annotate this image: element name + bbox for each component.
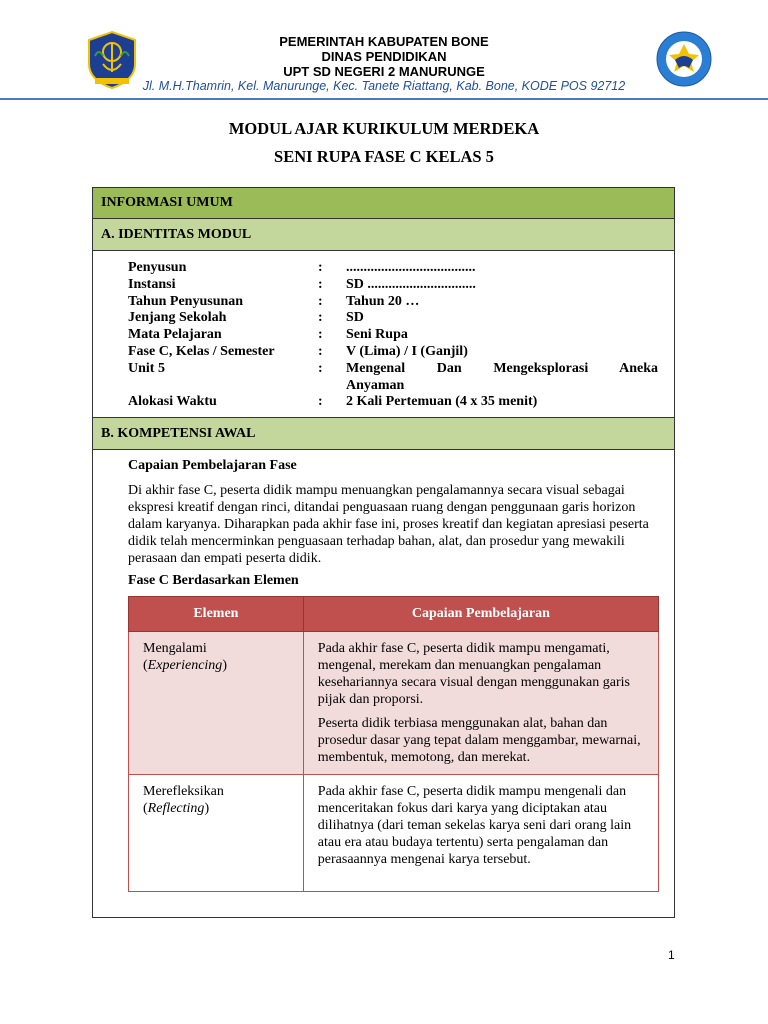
achievement-text: Peserta didik terbiasa menggunakan alat, bahan dan prosedur dasar yang tepat dalam menggambar, mewarnai, membentuk, memotong, dan merekat.	[317, 716, 641, 765]
element-cell	[129, 775, 304, 892]
elements-heading: Fase C Berdasarkan Elemen	[128, 573, 299, 588]
tut-wuri-handayani-logo-icon	[655, 30, 713, 88]
identity-row	[128, 361, 658, 378]
letterhead-text	[130, 34, 638, 94]
section-general-header: INFORMASI UMUM	[93, 188, 674, 219]
cp-paragraph: Di akhir fase C, peserta didik mampu menuangkan pengalamannya secara visual sebagai ekspresi kreatif dengan rinci, ditandai penguasaan ruang dengan penggunaan garis horizon dalam karyanya. Diharapkan pada akhir fase ini, proses kreatif dan kegiatan apresiasi peserta didik telah mencerminkan penguasaan terhadap bahan, alat, dan prosedur yang mewakili perasaan dan empati peserta didik.	[128, 483, 649, 566]
element-name: Mengalami	[143, 641, 207, 656]
element-name: Merefleksikan	[143, 784, 224, 799]
achievement-text: Pada akhir fase C, peserta didik mampu mengenali dan menceritakan fokus dari karya yang diciptakan atau dilihatnya (dari teman sekelas karya seni dari orang lain atau era atau budaya tertentu) serta pengalaman dan perasaannya mengenai karya tersebut.	[317, 784, 632, 867]
cp-heading: Capaian Pembelajaran Fase	[128, 458, 297, 473]
letterhead-rule	[0, 98, 768, 100]
identity-colon: :	[318, 293, 323, 309]
identity-value: Mengenal Dan Mengeksplorasi Aneka	[346, 360, 658, 376]
identity-colon: :	[318, 360, 323, 376]
module-info-frame	[92, 187, 675, 918]
identity-value: SD	[346, 310, 364, 326]
page-number: 1	[668, 948, 675, 962]
identity-key: Penyusun	[128, 260, 187, 275]
element-name-en: (Reflecting)	[143, 801, 210, 816]
identity-colon: :	[318, 310, 323, 326]
identity-list	[128, 260, 658, 411]
element-cell	[129, 632, 304, 775]
identity-row	[128, 294, 658, 311]
identity-colon: :	[318, 276, 323, 292]
identity-row	[128, 327, 658, 344]
achievement-cell	[303, 632, 658, 775]
identity-row	[128, 344, 658, 361]
module-title: MODUL AJAR KURIKULUM MERDEKA	[228, 119, 540, 138]
letterhead	[0, 28, 768, 98]
school-address: Jl. M.H.Thamrin, Kel. Manurunge, Kec. Tanete Riattang, Kab. Bone, KODE POS 92712	[142, 79, 626, 93]
identity-row	[128, 277, 658, 294]
identity-value: .....................................	[346, 260, 476, 275]
identity-value: V (Lima) / I (Ganjil)	[346, 343, 468, 359]
school-name: UPT SD NEGERI 2 MANURUNGE	[283, 64, 485, 79]
identity-value: SD ...............................	[346, 276, 476, 292]
identity-colon: :	[318, 394, 323, 410]
identity-value: Anyaman	[346, 377, 405, 393]
identity-key: Fase C, Kelas / Semester	[128, 343, 275, 359]
identity-key: Jenjang Sekolah	[128, 310, 227, 326]
module-subtitle: SENI RUPA FASE C KELAS 5	[274, 147, 494, 166]
table-header-row	[129, 597, 659, 632]
table-row	[129, 632, 659, 775]
identity-row	[128, 310, 658, 327]
identity-key: Mata Pelajaran	[128, 327, 222, 343]
element-name-en: (Experiencing)	[143, 658, 227, 673]
achievement-text: Pada akhir fase C, peserta didik mampu mengamati, mengenal, merekam dan menuangkan pengalaman kesehariannya secara visual dengan menggunakan garis pijak dan proporsi.	[317, 641, 630, 707]
table-header-achievement: Capaian Pembelajaran	[303, 597, 658, 632]
identity-row-continuation	[128, 378, 658, 395]
section-identity-header: A. IDENTITAS MODUL	[93, 218, 674, 251]
identity-colon: :	[318, 260, 323, 275]
identity-value: 2 Kali Pertemuan (4 x 35 menit)	[346, 394, 538, 410]
identity-key: Alokasi Waktu	[128, 394, 217, 410]
government-name: PEMERINTAH KABUPATEN BONE	[279, 34, 489, 49]
identity-row	[128, 260, 658, 277]
identity-value: Tahun 20 …	[346, 293, 420, 309]
achievement-cell	[303, 775, 658, 892]
elements-table	[128, 596, 659, 892]
identity-colon: :	[318, 343, 323, 359]
identity-colon: :	[318, 327, 323, 343]
identity-row	[128, 394, 658, 411]
identity-value: Seni Rupa	[346, 327, 408, 343]
identity-key: Instansi	[128, 276, 176, 292]
identity-key: Tahun Penyusunan	[128, 293, 244, 309]
identity-key: Unit 5	[128, 360, 165, 376]
department-name: DINAS PENDIDIKAN	[321, 49, 447, 64]
table-row	[129, 775, 659, 892]
section-competency-header: B. KOMPETENSI AWAL	[93, 417, 674, 450]
table-header-element: Elemen	[129, 597, 304, 632]
